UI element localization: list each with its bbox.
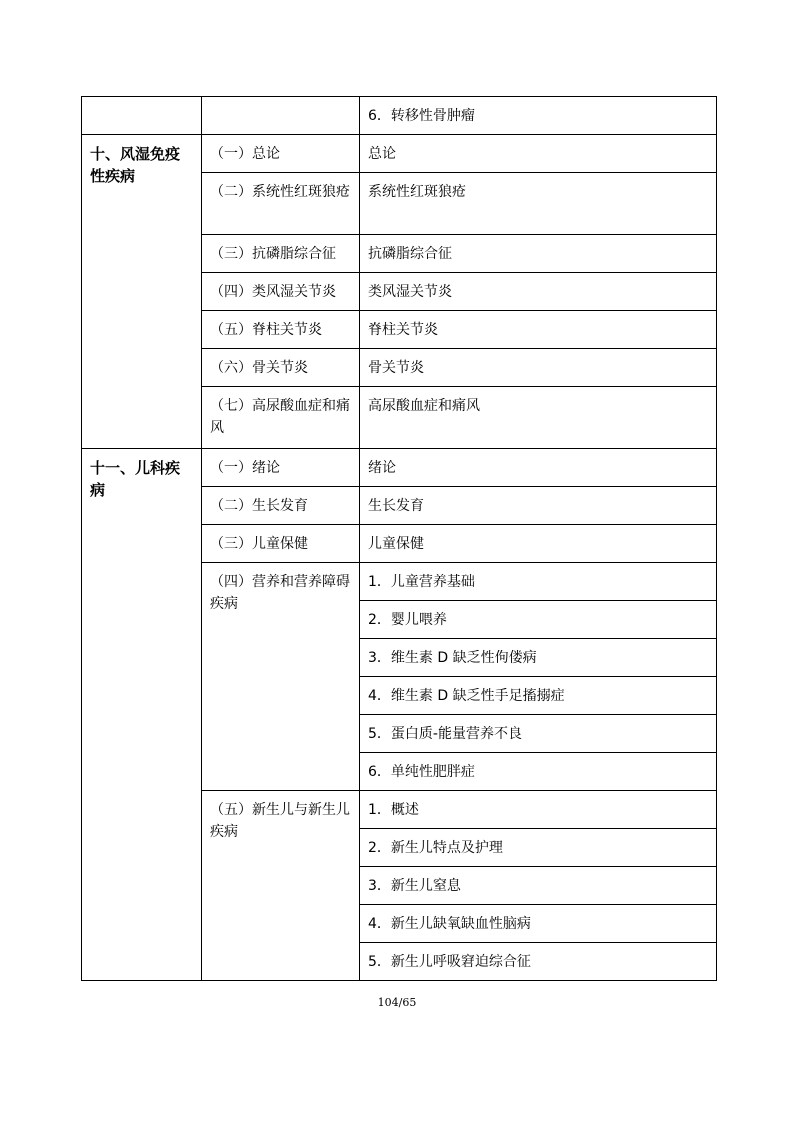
- item-cell: 4．维生素 D 缺乏性手足搐搦症: [360, 677, 717, 715]
- item-cell: 抗磷脂综合征: [360, 235, 717, 273]
- unit-cell: （二）系统性红斑狼疮: [202, 173, 360, 235]
- page-number: 104/65: [377, 996, 417, 1009]
- unit-cell: （四）类风湿关节炎: [202, 273, 360, 311]
- item-cell: 2．新生儿特点及护理: [360, 829, 717, 867]
- item-cell: 2．婴儿喂养: [360, 601, 717, 639]
- unit-cell: （七）高尿酸血症和痛风: [202, 387, 360, 449]
- item-cell: 1．概述: [360, 791, 717, 829]
- unit-cell: （六）骨关节炎: [202, 349, 360, 387]
- item-cell: 6．单纯性肥胖症: [360, 753, 717, 791]
- item-cell: 骨关节炎: [360, 349, 717, 387]
- category-cell-pediatrics: 十一、儿科疾病: [82, 449, 202, 981]
- item-cell: 高尿酸血症和痛风: [360, 387, 717, 449]
- category-cell-rheumatology: 十、风湿免疫性疾病: [82, 135, 202, 449]
- category-cell-empty: [82, 97, 202, 135]
- table-row: [82, 135, 717, 173]
- unit-cell-nutrition: （四）营养和营养障碍疾病: [202, 563, 360, 791]
- item-cell: 1．儿童营养基础: [360, 563, 717, 601]
- table-row: [82, 97, 717, 135]
- unit-cell: （五）脊柱关节炎: [202, 311, 360, 349]
- item-cell: 4．新生儿缺氧缺血性脑病: [360, 905, 717, 943]
- syllabus-table: [81, 96, 717, 981]
- unit-cell: （三）儿童保健: [202, 525, 360, 563]
- item-cell: 总论: [360, 135, 717, 173]
- item-cell: 3．新生儿窒息: [360, 867, 717, 905]
- unit-cell-empty: [202, 97, 360, 135]
- table-row: [82, 449, 717, 487]
- item-cell: 6．转移性骨肿瘤: [360, 97, 717, 135]
- item-cell: 绪论: [360, 449, 717, 487]
- item-cell: 系统性红斑狼疮: [360, 173, 717, 235]
- item-cell: 脊柱关节炎: [360, 311, 717, 349]
- item-cell: 类风湿关节炎: [360, 273, 717, 311]
- unit-cell: （二）生长发育: [202, 487, 360, 525]
- item-cell: 生长发育: [360, 487, 717, 525]
- item-cell: 儿童保健: [360, 525, 717, 563]
- unit-cell: （三）抗磷脂综合征: [202, 235, 360, 273]
- item-cell: 3．维生素 D 缺乏性佝偻病: [360, 639, 717, 677]
- item-cell: 5．蛋白质-能量营养不良: [360, 715, 717, 753]
- item-cell: 5．新生儿呼吸窘迫综合征: [360, 943, 717, 981]
- unit-cell: （一）总论: [202, 135, 360, 173]
- unit-cell-neonatal: （五）新生儿与新生儿疾病: [202, 791, 360, 981]
- unit-cell: （一）绪论: [202, 449, 360, 487]
